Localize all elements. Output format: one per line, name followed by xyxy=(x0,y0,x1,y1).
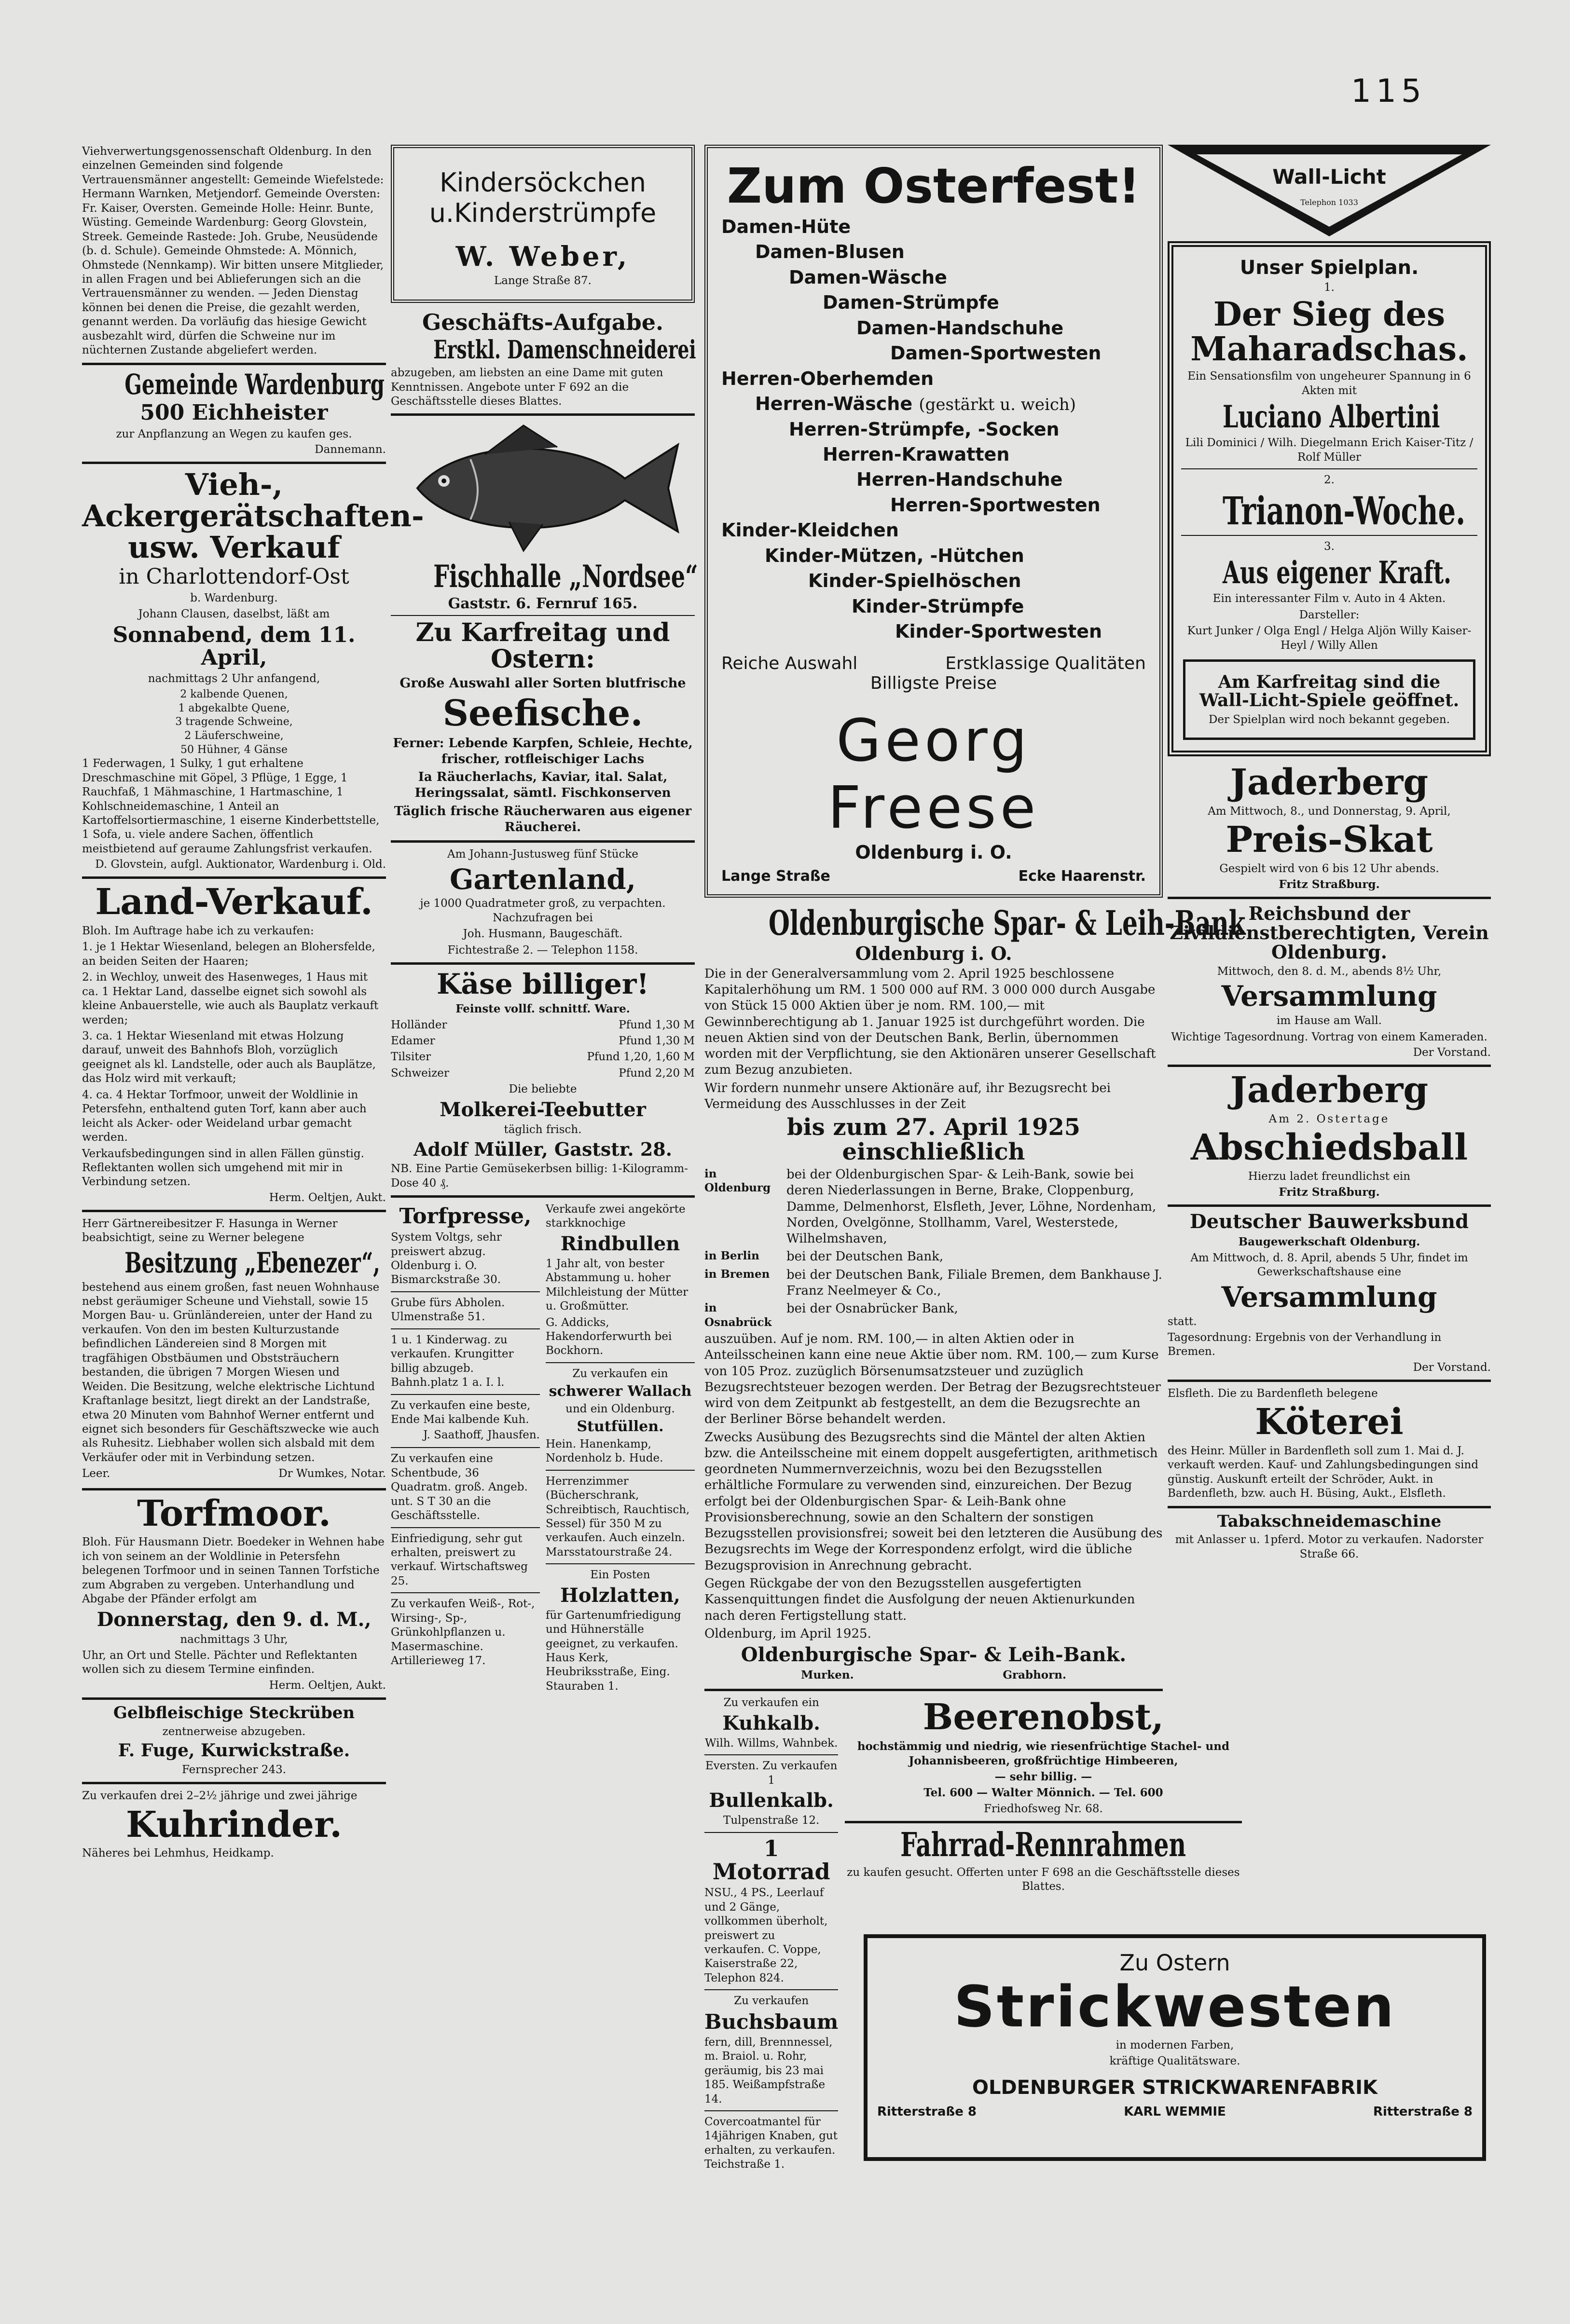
column-2 xyxy=(391,145,698,1695)
p1-cast: Lili Dominici / Wilh. Diegelmann Erich Kaiser-Titz / Rolf Müller xyxy=(1185,437,1474,464)
reichsbund-date: Mittwoch, den 8. d. M., abends 8½ Uhr, xyxy=(1217,965,1442,978)
divider xyxy=(391,615,695,616)
divider xyxy=(1168,1204,1491,1207)
pflanzen-text: Zu verkaufen Weiß-, Rot-, Wirsing-, Sp-, Grünkohlpflanzen u. Masermaschine. Artillerieweg 17. xyxy=(391,1598,535,1668)
seefische: Seefische. xyxy=(442,692,643,734)
oster-firm: Georg Freese xyxy=(827,708,1040,842)
fish-illustration xyxy=(398,421,688,556)
kuh-sale-sign: J. Saathoff, Jhausfen. xyxy=(423,1429,540,1442)
divider xyxy=(391,1328,540,1329)
strick-pre: Zu Ostern xyxy=(1119,1950,1230,1976)
kaese-row: Edamer Pfund 1,30 M xyxy=(391,1034,695,1047)
weber-name: W. Weber, xyxy=(455,241,630,273)
fisch-title: Fischhalle „Nordsee“ xyxy=(433,559,698,595)
kaese-row: Holländer Pfund 1,30 M xyxy=(391,1018,695,1031)
lower-ads-left xyxy=(704,1696,838,2174)
motor-title: 1 Motorrad xyxy=(712,1835,830,1885)
divider xyxy=(391,1291,540,1292)
oster-item: Damen-Handschuhe xyxy=(856,317,1064,339)
divider xyxy=(82,1697,386,1700)
steck-name: F. Fuge, Kurwickstraße. xyxy=(118,1740,350,1761)
bank-place-row: in Bremen bei der Deutschen Bank, Filiale Bremen, dem Bankhause J. Franz Neelmeyer & Co., xyxy=(704,1267,1162,1298)
list-item: 2 kalbende Quenen, xyxy=(180,688,288,701)
beeren-title: Beerenobst, xyxy=(923,1696,1164,1738)
jaderberg-2-text: Hierzu ladet freundlichst ein xyxy=(1248,1170,1411,1183)
bank-title: Oldenburgische Spar- & Leih-Bank xyxy=(769,903,1246,943)
kuh-title: Kuhrinder. xyxy=(126,1804,342,1846)
p1-num: 1. xyxy=(1324,281,1335,294)
land-item: 2. in Wechloy, unweit des Hasenweges, 1 Haus mit ca. 1 Hektar Land, dasselbe eignet sich sowohl als kleine Anbauerstelle, wie auch als Bauplatz verkauft werden; xyxy=(82,971,379,1026)
divider xyxy=(1168,1065,1491,1067)
tabak-title: Tabakschneidemaschine xyxy=(1217,1511,1442,1531)
jaderberg-1-time: Gespielt wird von 6 bis 12 Uhr abends. xyxy=(1219,862,1439,875)
herrenzimmer-text: Herrenzimmer (Bücherschrank, Schreibtisch, Rauchtisch, Sessel) für 350 M zu verkaufen. Auch einzeln. Marsstatourstraße 24. xyxy=(546,1475,690,1558)
kaese-molkerei: Molkerei-Teebutter xyxy=(440,1098,646,1121)
bank-p1: Die in der Generalversammlung vom 2. April 1925 beschlossene Kapitalerhöhung um RM. 1 500 000 auf RM. 3 000 000 durch Ausgabe von Stück 15 000 Aktien über je nom. RM. 100,— mit Gewinnberechtigung ab 1. Januar 1925 ist durchgeführt worden. Die neuen Aktien sind von der Deutschen Bank, Berlin, übernommen worden mit der Verpflichtung, sie den Aktionären unserer Gesellschaft zum Bezug anzubieten. xyxy=(704,966,1156,1078)
eben-text: bestehend aus einem großen, fast neuen Wohnhause nebst geräumiger Scheune und Viehstall, sowie 15 Morgen Bau- u. Grünländereien, unter der Hand zu verkaufen. Von den im besten Kulturzustande befindlichen Ländereien sind 8 Morgen mit tragfähigen Obstbäumen und Obststräuchern bestanden, die übrigen 7 Morgen Wiesen und Weiden. Die Besitzung, welche elektrische Lichtund Kraftanlage besitzt, liegt direkt an der Landstraße, etwa 20 Minuten vom Bahnhof Werner entfernt und eignet sich besonders für Geschäftszwecke wie auch als Ruhesitz. Liebhaber wollen sich alsbald mit dem Verkäufer oder mit in Verbindung setzen. xyxy=(82,1281,380,1464)
bank-signatures: Murken. Grabhorn. xyxy=(801,1668,1066,1682)
kaese-title: Käse billiger! xyxy=(437,968,649,1001)
oster-item: Herren-Strümpfe, -Socken xyxy=(789,418,1060,440)
list-item: 3 tragende Schweine, xyxy=(175,716,293,728)
oster-item: Damen-Wäsche xyxy=(789,266,947,288)
p1-text: Ein Sensationsfilm von ungeheurer Spannung in 6 Akten mit xyxy=(1187,370,1471,397)
bank-p4: Zwecks Ausübung des Bezugsrechts sind die Mäntel der alten Aktien bzw. die Anteilsscheine mit einem doppelt ausgefertigten, arithmetisch geordneten Nummernverzeichnis, wozu bei den Bezugsstellen erhältliche Formulare zu verwenden sind, einzureichen. Der Bezug erfolgt bei der Oldenburgischen Spar- & Leih-Bank ohne Provisionsberechnung, sowie an den Schaltern der sonstigen Bezugsstellen provisionsfrei; soweit bei den letzteren die Ausübung des Bezugsrechts im Wege der Korrespondenz erfolgt, wird die übliche Bezugsprovision in Anrechnung gebracht. xyxy=(704,1430,1163,1573)
abschiedsball: Abschiedsball xyxy=(1190,1127,1468,1169)
vieh-time: nachmittags 2 Uhr anfangend, xyxy=(148,672,320,685)
divider xyxy=(391,1527,540,1528)
oster-item: Herren-Handschuhe xyxy=(856,469,1063,491)
rind-intro: Verkaufe zwei angekörte starkknochige xyxy=(546,1203,686,1230)
oster-title: Zum Osterfest! xyxy=(727,158,1141,214)
eben-sign: Leer. Dr Wumkes, Notar. xyxy=(82,1467,386,1480)
kaese-sub: Feinste vollf. schnittf. Ware. xyxy=(455,1002,630,1016)
oster-item: Kinder-Spielhöschen xyxy=(808,570,1021,592)
divider xyxy=(391,1394,540,1395)
jaderberg-2-date: Am 2. Ostertage xyxy=(1268,1112,1390,1125)
jaderberg-1-date: Am Mittwoch, 8., und Donnerstag, 9. April, xyxy=(1208,805,1451,818)
koeterei-title: Köterei xyxy=(1255,1401,1404,1443)
wallach-title: schwerer Wallach xyxy=(549,1383,692,1400)
oster-preise: Billigste Preise xyxy=(870,673,997,694)
reichsbund-place: im Hause am Wall. xyxy=(1277,1014,1382,1027)
oster-item: Herren-Krawatten xyxy=(823,443,1010,465)
cover-text: Covercoatmantel für 14jährigen Knaben, gut erhalten, zu verkaufen. Teichstraße 1. xyxy=(704,2116,838,2171)
steck-phone: Fernsprecher 243. xyxy=(181,1763,287,1776)
koeterei-text: des Heinr. Müller in Bardenfleth soll zum 1. Mai d. J. verkauft werden. Kauf- und Zahlungsbedingungen sind günstig. Auskunft erteilt der Schröder, Aukt. in Bardenfleth, bzw. auch H. Büsing, Aukt., Elsfleth. xyxy=(1168,1445,1479,1500)
garten-name: Joh. Husmann, Baugeschäft. xyxy=(463,928,623,941)
wardenburg-sub: 500 Eichheister xyxy=(140,400,328,425)
p1-title: Der Sieg des Maharadschas. xyxy=(1190,295,1468,369)
wallach-sign: Hein. Hanenkamp, Nordenholz b. Hude. xyxy=(546,1437,663,1465)
vieh-sign: D. Glovstein, aufgl. Auktionator, Wardenburg i. Old. xyxy=(95,858,386,871)
p3-darsteller: Darsteller: xyxy=(1299,608,1360,621)
spielplan-title: Unser Spielplan. xyxy=(1239,257,1419,279)
land-intro: Bloh. Im Auftrage habe ich zu verkaufen: xyxy=(82,924,314,937)
divider xyxy=(1181,468,1477,469)
karfreitag-foot: Täglich frische Räucherwaren aus eigener Räucherei. xyxy=(394,804,692,834)
torf-place: Uhr, an Ort und Stelle. Pächter und Reflektanten wollen sich zu diesem Termine einfinden. xyxy=(82,1649,358,1676)
divider xyxy=(82,1782,386,1784)
karfreitag-ferner: Ferner: Lebende Karpfen, Schleie, Hechte, frischer, rotfleischiger Lachs xyxy=(393,736,693,766)
divider xyxy=(82,363,386,365)
koeterei-intro: Elsfleth. Die zu Bardenfleth belegene xyxy=(1168,1387,1378,1400)
torf-sign: Herm. Oeltjen, Aukt. xyxy=(269,1679,386,1692)
buchs-intro: Zu verkaufen xyxy=(734,1995,809,2008)
grube-text: Grube fürs Abholen. Ulmenstraße 51. xyxy=(391,1296,505,1324)
bauwerksbund-tages: Tagesordnung: Ergebnis von der Verhandlung in Bremen. xyxy=(1168,1331,1442,1358)
list-item: 1 abgekalbte Quene, xyxy=(178,702,290,714)
garten-title: Gartenland, xyxy=(449,862,636,896)
kuh-text: Zu verkaufen drei 2–2½ jährige und zwei jährige xyxy=(82,1790,358,1803)
divider xyxy=(845,1821,1241,1823)
karfreitag-la: Ia Räucherlachs, Kaviar, ital. Salat, Heringssalat, sämtl. Fischkonserven xyxy=(414,770,671,801)
wallach-stute: Stutfüllen. xyxy=(577,1418,664,1435)
wall-licht-triangle xyxy=(1168,145,1491,241)
oster-item: Damen-Blusen xyxy=(755,241,905,263)
vieh-title: Vieh-, Ackergerätschaften- usw. Verkauf xyxy=(82,467,424,565)
garten-addr: Fichtestraße 2. — Telephon 1158. xyxy=(447,943,638,957)
oster-item: Kinder-Strümpfe xyxy=(852,595,1024,617)
oster-item: Damen-Sportwesten xyxy=(890,342,1102,364)
list-item: 2 Läuferschweine, xyxy=(184,730,284,742)
strick-firm: OLDENBURGER STRICKWARENFABRIK xyxy=(972,2076,1378,2099)
divider xyxy=(1181,535,1477,536)
oster-item: Damen-Strümpfe xyxy=(823,292,999,314)
divider xyxy=(391,1447,540,1448)
divider xyxy=(704,1689,1163,1691)
jaderberg-2-title: Jaderberg xyxy=(1230,1069,1429,1111)
weber-addr: Lange Straße 87. xyxy=(494,274,592,287)
bank-place-row: in Osnabrück bei der Osnabrücker Bank, xyxy=(704,1301,958,1329)
bank-place-row: in Oldenburg bei der Oldenburgischen Spar- & Leih-Bank, sowie bei deren Niederlassungen in Berne, Brake, Cloppenburg, Damme, Delmenhorst, Elsfleth, Jever, Löhne, Nordenham, Norden, Ovelgönne, Stollhamm, Varel, Westerstede, Wilhelmshaven, xyxy=(704,1167,1157,1246)
bauwerksbund-title: Deutscher Bauwerksbund xyxy=(1189,1210,1469,1233)
strick-sub1: in modernen Farben, xyxy=(1116,2038,1234,2051)
kaese-row: Tilsiter Pfund 1,20, 1,60 M xyxy=(391,1051,695,1064)
torf-text: Bloh. Für Hausmann Dietr. Boedeker in Wehnen habe ich von seinem an der Woldlinie in Petersfehn belegenen Torfmoor und in seinen Tannen Torfstiche zum Abgraben zu vergeben. Unterhandlung und Abgabe der Pfänder erfolgt am xyxy=(82,1536,385,1606)
divider xyxy=(704,1989,838,1990)
karfreitag-notice-title: Am Karfreitag sind die Wall-Licht-Spiele geöffnet. xyxy=(1199,671,1460,711)
p1-star: Luciano Albertini xyxy=(1222,399,1440,436)
vieh-more: 1 Federwagen, 1 Sulky, 1 gut erhaltene Dreschmaschine mit Göpel, 3 Pflüge, 1 Egge, 1 Rauchfaß, 1 Mähmaschine, 1 Hartmaschine, 1 Kohlschneidemaschine, 1 Anteil an Kartoffelsortiermaschine, 1 eiserne Kinderbettstelle, 1 Sofa, u. viele andere Sachen, öffentlich meistbietend auf geraume Zahlungsfrist verkaufen. xyxy=(82,757,380,855)
bank-date: bis zum 27. April 1925 einschließlich xyxy=(786,1114,1081,1165)
beeren-sub: hochstämmig und niedrig, wie riesenfrüchtige Stachel- und Johannisbeeren, großfrüchtige Himbeeren, xyxy=(857,1740,1230,1767)
schuppe-text: Zu verkaufen eine Schentbude, 36 Quadratm. groß. Angeb. unt. S T 30 an die Geschäftsstelle. xyxy=(391,1452,528,1522)
wall-licht-header xyxy=(1168,145,1491,241)
oster-item: Herren-Sportwesten xyxy=(890,494,1101,516)
wardenburg-text: zur Anpflanzung an Wegen zu kaufen ges. xyxy=(116,427,352,440)
strick-title: Strickwesten xyxy=(953,1973,1396,2040)
garten-text: je 1000 Quadratmeter groß, zu verpachten. Nachzufragen bei xyxy=(420,897,666,924)
bank-p5: Gegen Rückgabe der von den Bezugsstellen ausgefertigten Kassenquittungen findet die Ausfolgung der neuen Aktienurkunden nach deren Fertigstellung statt. xyxy=(704,1576,1135,1623)
holz-intro: Ein Posten xyxy=(590,1569,650,1582)
divider xyxy=(82,1488,386,1490)
wall-licht-tel: Telephon 1033 xyxy=(1300,198,1358,207)
land-item: 3. ca. 1 Hektar Wiesenland mit etwas Holzung darauf, unweit des Bahnhofs Bloh, vorzüglich geeignet als kl. Landstelle, oder auch als Bauplätze, das Holz wird mit verkauft; xyxy=(82,1030,376,1085)
divider xyxy=(704,1832,838,1833)
weber-line2: u.Kinderstrümpfe xyxy=(429,198,657,228)
oster-address: Lange Straße Ecke Haarenstr. xyxy=(721,868,1146,885)
divider xyxy=(704,2110,838,2111)
divider xyxy=(546,1563,695,1564)
bank-city: Oldenburg i. O. xyxy=(855,942,1012,964)
bank-date2: Oldenburg, im April 1925. xyxy=(704,1626,871,1641)
steck-title: Gelbfleischige Steckrüben xyxy=(113,1703,355,1722)
garten-intro: Am Johann-Justusweg fünf Stücke xyxy=(447,848,638,861)
karfreitag-title: Zu Karfreitag und Ostern: xyxy=(415,618,670,674)
p3-cast: Kurt Junker / Olga Engl / Helga Aljön Willy Kaiser-Heyl / Willy Allen xyxy=(1187,625,1472,652)
wall-licht-brand: Wall-Licht xyxy=(1272,165,1386,189)
reichsbund-text: Wichtige Tagesordnung. Vortrag von einem Kameraden. xyxy=(1171,1030,1487,1043)
karfreitag-sub: Große Auswahl aller Sorten blutfrische xyxy=(399,676,686,691)
p2-title: Trianon-Woche. xyxy=(1222,488,1466,533)
strickwesten-ad xyxy=(864,1934,1486,2161)
oster-item: Kinder-Kleidchen xyxy=(721,519,899,541)
bauwerksbund-sign: Der Vorstand. xyxy=(1413,1361,1491,1374)
small-ads-left xyxy=(391,1203,540,1695)
list-item: 50 Hühner, 4 Gänse xyxy=(180,743,288,756)
land-title: Land-Verkauf. xyxy=(95,881,373,923)
rind-title: Rindbullen xyxy=(560,1232,680,1255)
beeren-billig: — sehr billig. — xyxy=(994,1770,1092,1784)
vieh-date: Sonnabend, dem 11. April, xyxy=(112,623,356,670)
divider xyxy=(546,1362,695,1363)
reichsbund-sign: Der Vorstand. xyxy=(1413,1046,1491,1059)
bauwerksbund-text: Am Mittwoch, d. 8. April, abends 5 Uhr, findet im Gewerkschaftshause eine xyxy=(1190,1251,1468,1279)
fisch-addr: Gaststr. 6. Fernruf 165. xyxy=(448,595,638,612)
rind-text: 1 Jahr alt, von bester Abstammung u. hoher Milchleistung der Mütter u. Großmütter. xyxy=(546,1257,689,1313)
torf-title: Torfmoor. xyxy=(137,1492,331,1534)
divider xyxy=(704,1754,838,1755)
strick-address: Ritterstraße 8 KARL WEMMIE Ritterstraße 8 xyxy=(877,2104,1473,2119)
holz-text: für Gartenumfriedigung und Hühnerställe geeignet, zu verkaufen. Haus Kerk, Heubriksstraße, Eing. Stauraben 1. xyxy=(546,1609,681,1693)
holz-title: Holzlatten, xyxy=(560,1584,680,1607)
weber-line1: Kindersöckchen xyxy=(440,167,646,198)
oster-city: Oldenburg i. O. xyxy=(855,842,1012,863)
reichsbund-title: Reichsbund der Zivildienstberechtigten, Verein Oldenburg. xyxy=(1170,902,1489,963)
bullen-addr: Tulpenstraße 12. xyxy=(723,1814,820,1827)
land-item: 4. ca. 4 Hektar Torfmoor, unweit der Woldlinie in Petersfehn, enthaltend guten Torf, kann aber auch leicht als Acker- oder Weideland urbar gemacht werden. xyxy=(82,1088,367,1144)
land-foot: Verkaufsbedingungen sind in allen Fällen günstig. Reflektanten wollen sich umgehend mit mir in Verbindung setzen. xyxy=(82,1147,364,1189)
vieh-place: in Charlottendorf-Ost xyxy=(119,564,349,589)
kuh-sale-text: Zu verkaufen eine beste, Ende Mai kalbende Kuh. xyxy=(391,1399,531,1426)
kaese-foot: NB. Eine Partie Gemüsekerbsen billig: 1-Kilogramm-Dose 40 ₰. xyxy=(391,1162,688,1189)
eben-intro: Herr Gärtnereibesitzer F. Hasunga in Werner beabsichtigt, seine zu Werner belegene xyxy=(82,1217,338,1244)
torfpresse-text: System Voltgs, sehr preiswert abzug. Oldenburg i. O. Bismarckstraße 30. xyxy=(391,1231,502,1286)
buchs-title: Buchsbaum xyxy=(704,2010,839,2034)
divider xyxy=(391,840,695,843)
steck-text: zentnerweise abzugeben. xyxy=(162,1725,306,1738)
oster-items xyxy=(721,214,1146,644)
vieh-intro: Johann Clausen, daselbst, läßt am xyxy=(138,607,330,620)
small-ads-right xyxy=(546,1203,695,1695)
jaderberg-2-sign: Fritz Straßburg. xyxy=(1279,1186,1380,1199)
wardenburg-sign: Dannemann. xyxy=(315,443,386,456)
karfreitag-notice xyxy=(1183,659,1475,740)
p3-num: 3. xyxy=(1324,540,1335,553)
column-1 xyxy=(82,145,424,1863)
motor-text: NSU., 4 PS., Leerlauf und 2 Gänge, vollkommen überholt, preiswert zu verkaufen. C. Voppe, Kaiserstraße 22, Telephon 824. xyxy=(704,1887,828,1984)
strick-sub2: kräftige Qualitätsware. xyxy=(1109,2055,1240,2068)
weber-ad xyxy=(391,145,695,303)
wallach-sub: und ein Oldenburg. xyxy=(565,1402,675,1415)
vieh-notice: Viehverwertungsgenossenschaft Oldenburg. In den einzelnen Gemeinden sind folgende Vertrauensmänner angestellt: Gemeinde Wiefelstede: Hermann Warnken, Metjendorf. Gemeinde Oversten: Fr. Kaiser, Oversten. Gemeinde Holle: Heinr. Bunte, Wüsting. Gemeinde Wardenburg: Georg Glovstein, Streek. Gemeinde Rastede: Joh. Grube, Neusüdende (b. d. Schule). Gemeinde Ohmstede: A. Mönnich, Ohmstede (Nennkamp). Wir bitten unsere Mitglieder, in allen Fragen und bei Ablieferungen sich an die Vertrauensmänner zu wenden. — Jeden Dienstag können bei denen die Preise, die gezahlt werden, genannt werden. Da vorläufig das hiesige Gewicht ausbezahlt wird, dürfen die Schweine nur im nüchternen Zustande abgeliefert werden. xyxy=(82,145,384,357)
buchs-text: fern, dill, Brennnessel, m. Braiol. u. Rohr, geräumig, bis 23 mai 185. Weißampfstraße 14. xyxy=(704,2036,833,2105)
bullen-intro: Eversten. Zu verkaufen 1 xyxy=(705,1760,838,1787)
divider xyxy=(391,413,695,416)
reichsbund-event: Versammlung xyxy=(1221,980,1437,1013)
p3-title: Aus eigener Kraft. xyxy=(1222,555,1452,591)
land-item: 1. je 1 Hektar Wiesenland, belegen an Blohersfelde, an beiden Seiten der Haaren; xyxy=(82,941,375,968)
divider xyxy=(391,962,695,965)
rind-sign: G. Addicks, Hakendorferwurth bei Bockhorn. xyxy=(546,1316,672,1357)
torfpresse-title: Torfpresse, xyxy=(399,1203,532,1229)
kalb-sign: Wilh. Willms, Wahnbek. xyxy=(704,1736,838,1750)
kaese-best: Die beliebte xyxy=(509,1083,577,1096)
kaese-name: Adolf Müller, Gaststr. 28. xyxy=(413,1138,672,1161)
vieh-place2: b. Wardenburg. xyxy=(190,591,278,604)
oster-ad xyxy=(704,145,1163,898)
oster-item: Damen-Hüte xyxy=(721,216,851,237)
tabak-text: mit Anlasser u. 1pferd. Motor zu verkaufen. Nadorster Straße 66. xyxy=(1175,1533,1484,1560)
wall-licht-program xyxy=(1168,241,1491,756)
oster-item-waesche: Herren-Wäsche (gestärkt u. weich) xyxy=(755,393,1076,415)
p3-text: Ein interessanter Film v. Auto in 4 Akten. xyxy=(1212,592,1446,605)
bullen-title: Bullenkalb. xyxy=(709,1789,834,1812)
divider xyxy=(82,876,386,879)
kalb-intro: Zu verkaufen ein xyxy=(723,1696,819,1709)
karfreitag-notice-text: Der Spielplan wird noch bekannt gegeben. xyxy=(1208,713,1450,726)
divider xyxy=(1168,897,1491,899)
kaese-row: Schweizer Pfund 2,20 M xyxy=(391,1066,695,1080)
einfried-text: Einfriedigung, sehr gut erhalten, preiswert zu verkauf. Wirtschaftsweg 25. xyxy=(391,1532,528,1587)
oster-item: Herren-Oberhemden xyxy=(721,368,934,389)
bank-p2: Wir fordern nunmehr unsere Aktionäre auf, ihr Bezugsrecht bei Vermeidung des Ausschlusses in der Zeit xyxy=(704,1080,1111,1111)
p2-num: 2. xyxy=(1324,474,1335,487)
aufgabe-sub: Erstkl. Damenschneiderei xyxy=(433,335,696,365)
divider xyxy=(1168,1506,1491,1508)
divider xyxy=(82,1210,386,1212)
divider xyxy=(391,1195,695,1198)
bauwerksbund-event: Versammlung xyxy=(1221,1280,1437,1313)
eben-title: Besitzung „Ebenezer“, xyxy=(124,1246,380,1279)
kaese-fresh: täglich frisch. xyxy=(504,1123,582,1136)
oster-item: Kinder-Sportwesten xyxy=(895,621,1102,642)
kinderwagen-text: 1 u. 1 Kinderwag. zu verkaufen. Krungitter billig abzugeb. Bahnh.platz 1 a. I. l. xyxy=(391,1333,514,1389)
beeren-addr: Friedhofsweg Nr. 68. xyxy=(984,1802,1103,1815)
vieh-items xyxy=(82,688,386,757)
column-4 xyxy=(1168,145,1491,1563)
jaderberg-1-title: Jaderberg xyxy=(1230,762,1429,803)
bauwerksbund-sub: Baugewerkschaft Oldenburg. xyxy=(1238,1235,1420,1249)
land-sign: Herm. Oeltjen, Aukt. xyxy=(269,1191,386,1204)
page-number: 115 xyxy=(1351,72,1426,109)
bauwerksbund-statt: statt. xyxy=(1168,1315,1197,1328)
bank-sign: Oldenburgische Spar- & Leih-Bank. xyxy=(741,1643,1127,1667)
kuh-foot: Näheres bei Lehmhus, Heidkamp. xyxy=(82,1847,274,1860)
bank-place-row: in Berlin bei der Deutschen Bank, xyxy=(704,1249,944,1264)
fahrrad-title: Fahrrad-Rennrahmen xyxy=(900,1826,1186,1865)
aufgabe-title: Geschäfts-Aufgabe. xyxy=(422,309,664,336)
small-ads-grid xyxy=(391,1203,695,1695)
torf-date: Donnerstag, den 9. d. M., xyxy=(96,1608,372,1631)
divider xyxy=(546,1470,695,1471)
bank-p3: auszuüben. Auf je nom. RM. 100,— in alten Aktien oder in Anteilsscheinen kann eine neue Aktie über nom. RM. 100,— zum Kurse von 105 Proz. zuzüglich Börsenumsatzsteuer und zuzüglich Bezugsrechtsteuer bezogen werden. Der Betrag der Bezugsrechtsteuer wird von dem Zeitpunkt ab festgestellt, an dem die Bezugsrechte an der Berliner Börse behandelt werden. xyxy=(704,1332,1161,1427)
torf-time: nachmittags 3 Uhr, xyxy=(180,1633,288,1646)
jaderberg-1-sign: Fritz Straßburg. xyxy=(1279,878,1380,891)
kalb-title: Kuhkalb. xyxy=(722,1711,821,1735)
wallach-intro: Zu verkaufen ein xyxy=(572,1367,668,1380)
oster-item: Kinder-Mützen, -Hütchen xyxy=(765,545,1024,566)
divider xyxy=(82,462,386,464)
beeren-tel: Tel. 600 — Walter Mönnich. — Tel. 600 xyxy=(923,1786,1163,1800)
divider xyxy=(1168,1380,1491,1382)
preis-skat: Preis-Skat xyxy=(1226,819,1433,861)
divider xyxy=(391,1592,540,1593)
oster-features: Reiche Auswahl Erstklassige Qualitäten xyxy=(721,654,1146,674)
fahrrad-text: zu kaufen gesucht. Offerten unter F 698 an die Geschäftsstelle dieses Blattes. xyxy=(847,1866,1240,1893)
aufgabe-text: abzugeben, am liebsten an eine Dame mit guten Kenntnissen. Angebote unter F 692 an die Geschäftsstelle dieses Blattes. xyxy=(391,367,663,408)
wardenburg-title: Gemeinde Wardenburg xyxy=(124,368,385,401)
